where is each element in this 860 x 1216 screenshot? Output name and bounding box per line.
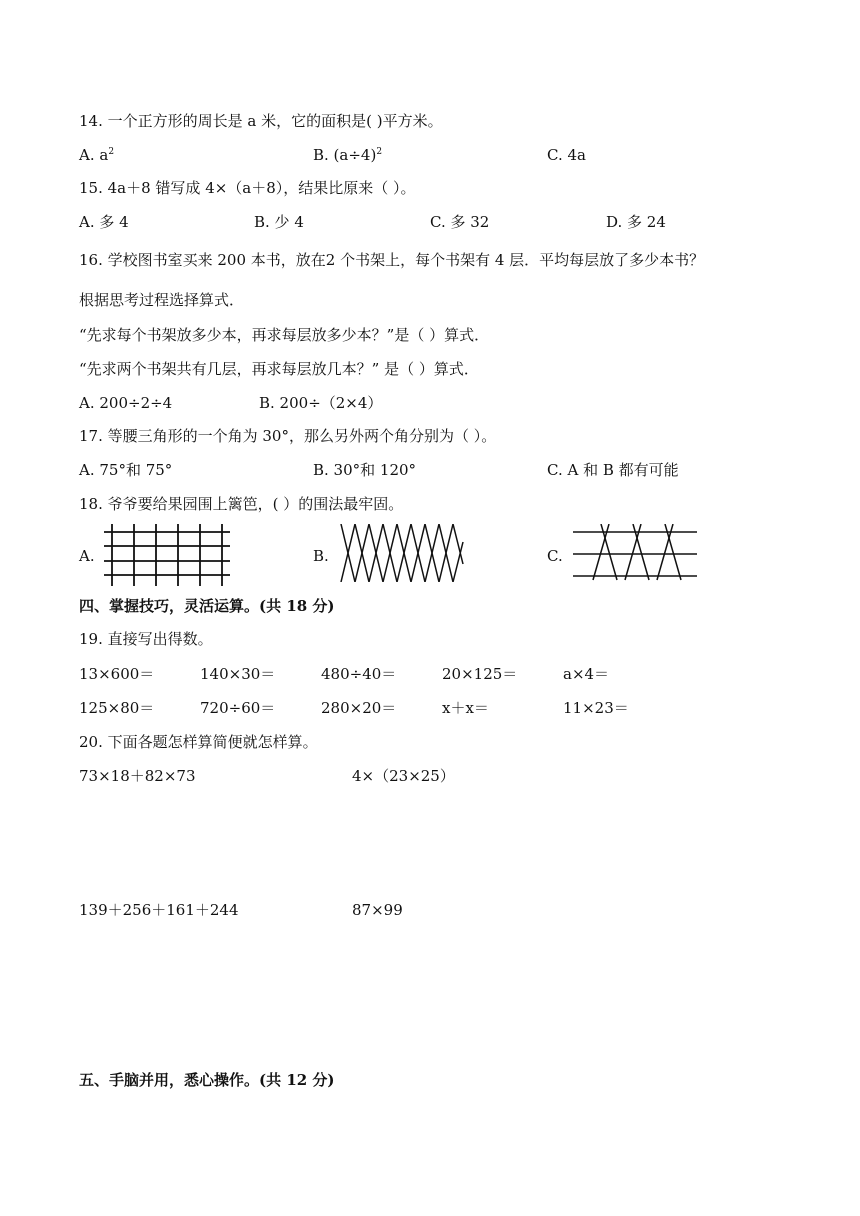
q14-option-a — [79, 148, 114, 163]
q15-option-b: B. 少 4 — [254, 213, 304, 231]
q19-calc: a×4＝ — [563, 665, 610, 683]
q16-method-2: “先求两个书架共有几层，再求每层放几本？” 是（ ）算式． — [79, 360, 479, 378]
q16-method-1: “先求每个书架放多少本，再求每层放多少本？”是（ ）算式． — [79, 326, 490, 344]
q14-option-a-text: A. a — [79, 146, 109, 164]
section-4-title: 四、掌握技巧，灵活运算。(共 18 分) — [79, 597, 335, 615]
q14-option-a-exponent: 2 — [108, 147, 115, 157]
fence-slant-figure — [573, 524, 697, 582]
q19-calc: 13×600＝ — [79, 665, 155, 683]
q19-calc: x＋x＝ — [442, 699, 489, 717]
q14-option-b-text: B. (a÷4) — [313, 146, 377, 164]
fence-zigzag-figure — [339, 524, 465, 582]
q20-problem-1: 73×18＋82×73 — [79, 767, 196, 785]
q16-instruction: 根据思考过程选择算式． — [79, 291, 245, 309]
q19-calc: 125×80＝ — [79, 699, 155, 717]
q16-option-b: B. 200÷（2×4） — [259, 394, 383, 412]
q16-stem: 16. 学校图书室买来 200 本书，放在2 个书架上，每个书架有 4 层．平均每层放了多少本书？ — [79, 251, 705, 269]
q20-problem-4: 87×99 — [352, 901, 403, 919]
section-5-title: 五、手脑并用，悉心操作。(共 12 分) — [79, 1071, 335, 1089]
q14-option-b-exponent: 2 — [376, 147, 383, 157]
q19-calc: 720÷60＝ — [200, 699, 276, 717]
q15-stem: 15. 4a＋8 错写成 4×（a＋8），结果比原来（ ）。 — [79, 179, 416, 197]
q18-option-a-label: A. — [79, 547, 95, 565]
q19-calc: 20×125＝ — [442, 665, 518, 683]
q14-option-b — [313, 148, 382, 163]
q17-stem: 17. 等腰三角形的一个角为 30°，那么另外两个角分别为（ ）。 — [79, 427, 497, 445]
q19-stem: 19. 直接写出得数。 — [79, 630, 213, 648]
q20-problem-2: 4×（23×25） — [352, 767, 455, 785]
q20-problem-3: 139＋256＋161＋244 — [79, 901, 239, 919]
q15-option-c: C. 多 32 — [430, 213, 490, 231]
q19-calc: 11×23＝ — [563, 699, 629, 717]
q17-option-b: B. 30°和 120° — [313, 461, 417, 479]
fence-grid-figure — [104, 524, 230, 586]
q15-option-d: D. 多 24 — [606, 213, 666, 231]
q19-calc: 140×30＝ — [200, 665, 276, 683]
q14-stem: 14. 一个正方形的周长是 a 米，它的面积是( )平方米。 — [79, 112, 443, 130]
q18-option-c-label: C. — [547, 547, 563, 565]
q18-option-b-label: B. — [313, 547, 329, 565]
q15-option-a: A. 多 4 — [79, 213, 129, 231]
q20-stem: 20. 下面各题怎样算简便就怎样算。 — [79, 733, 318, 751]
q14-option-c: C. 4a — [547, 146, 586, 164]
q19-calc: 480÷40＝ — [321, 665, 397, 683]
q17-option-a: A. 75°和 75° — [79, 461, 173, 479]
q18-stem: 18. 爷爷要给果园围上篱笆，( ）的围法最牢固。 — [79, 495, 404, 513]
q19-calc: 280×20＝ — [321, 699, 397, 717]
q17-option-c: C. A 和 B 都有可能 — [547, 461, 679, 479]
q16-option-a: A. 200÷2÷4 — [79, 394, 173, 412]
